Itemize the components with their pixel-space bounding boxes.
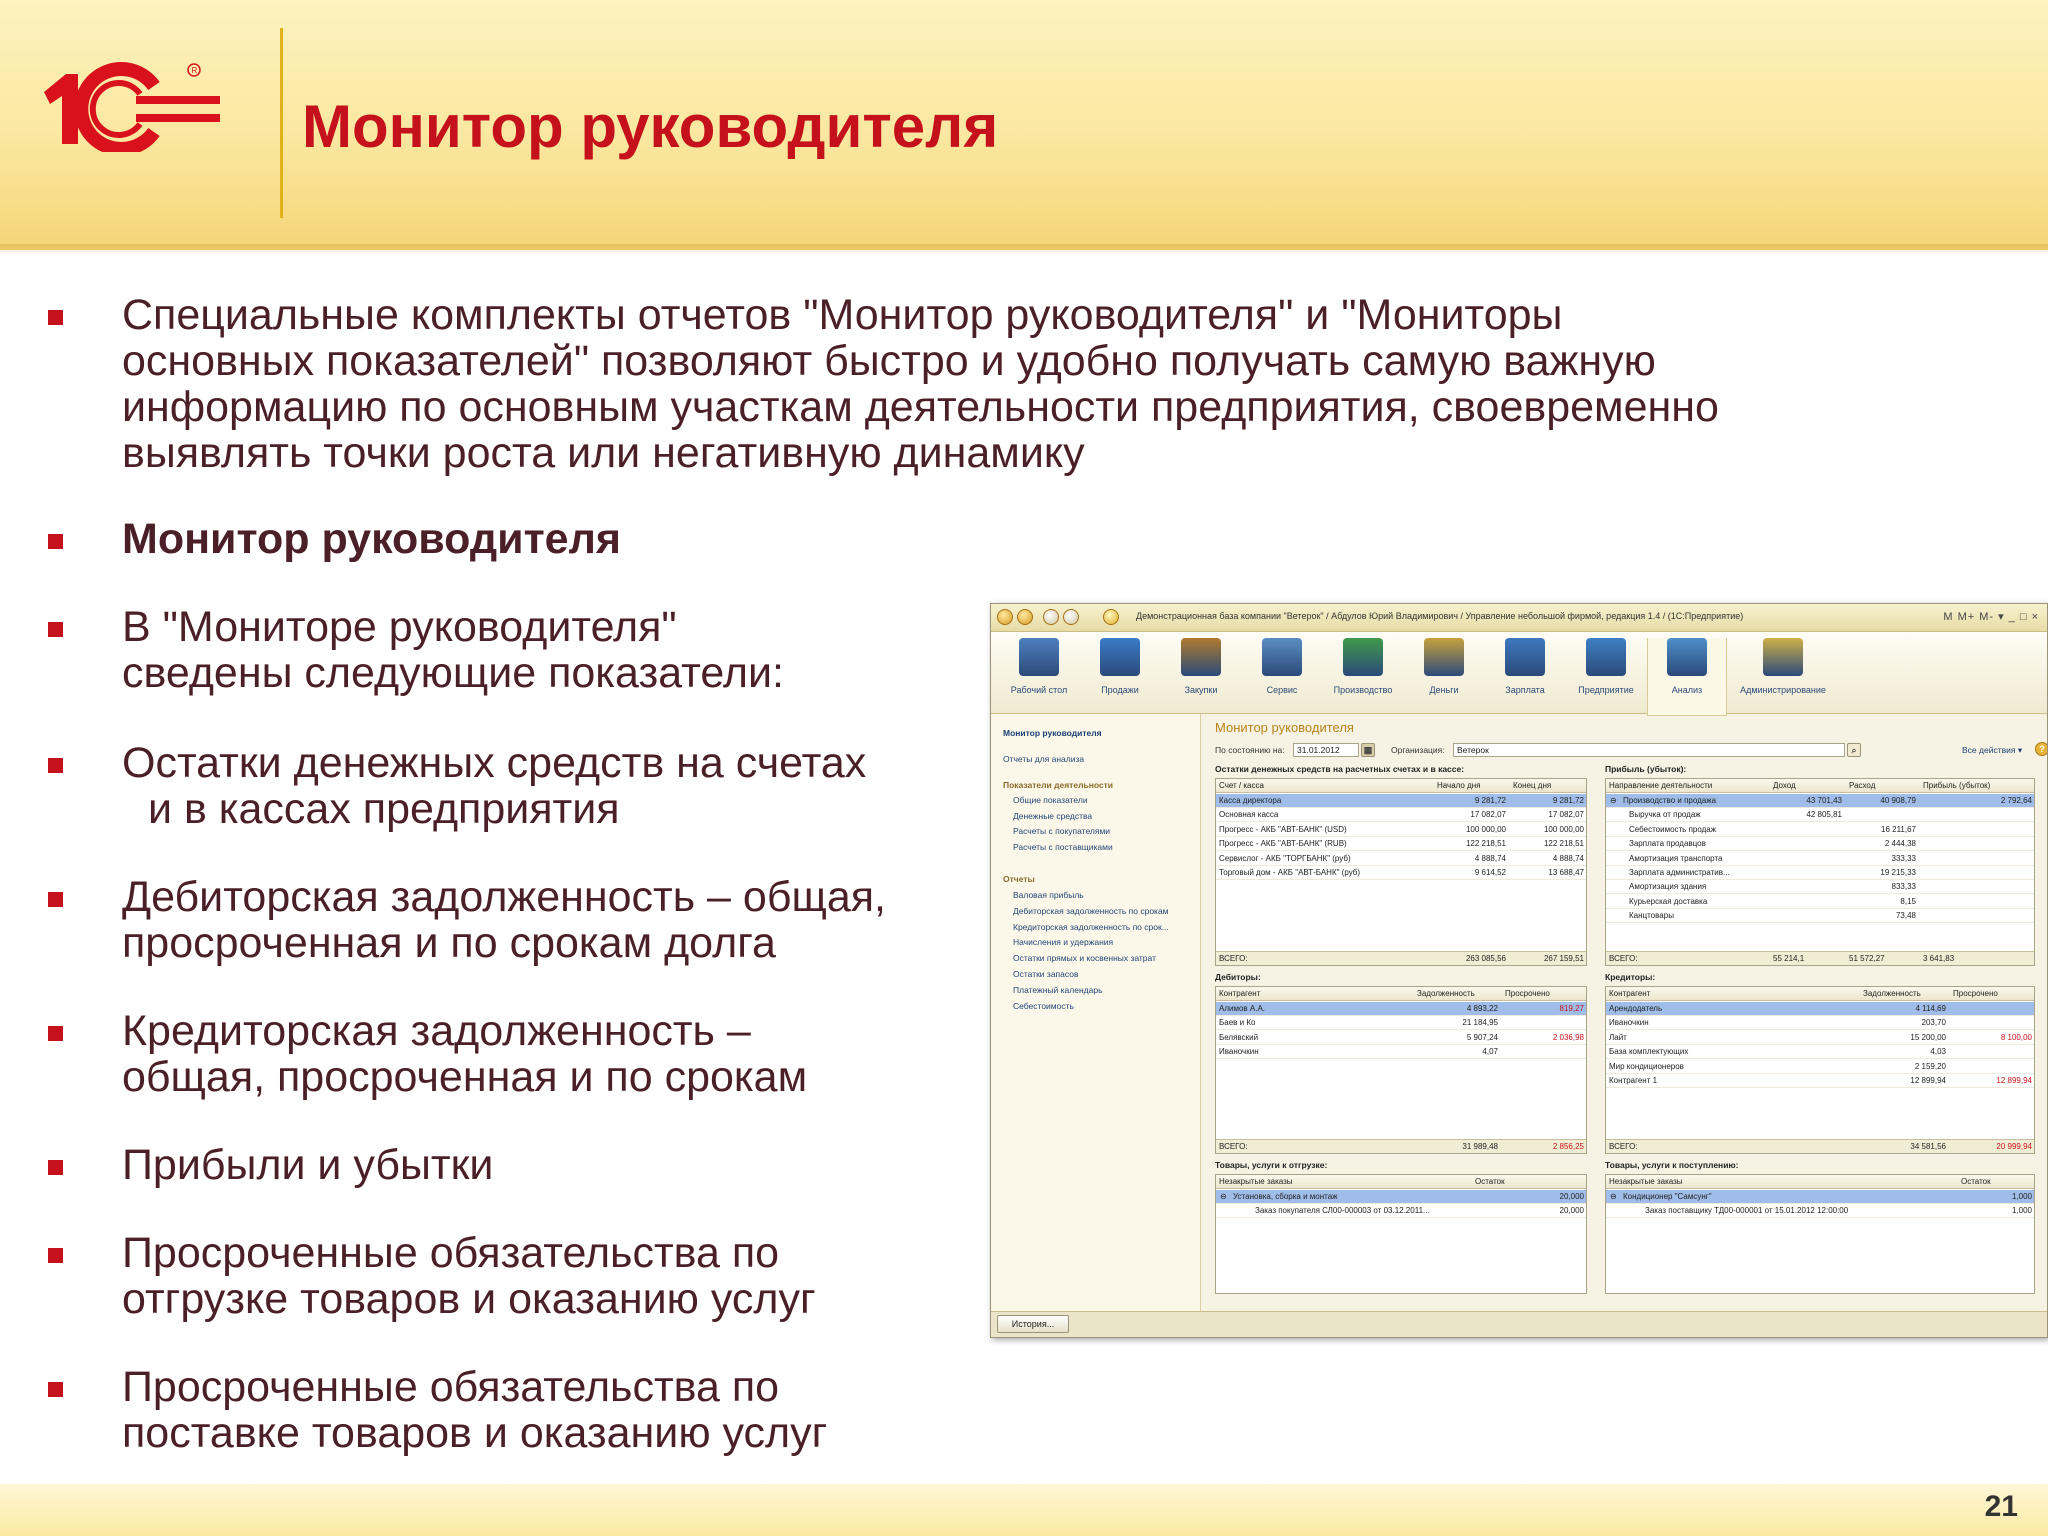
table-cell: Амортизация здания [1629,882,1707,892]
table-cell: 16 211,67 [1881,824,1916,834]
total-value: 3 641,83 [1923,954,1955,963]
nav-item-report[interactable]: Валовая прибыль [1013,890,1084,900]
table-row[interactable] [1216,852,1586,866]
table-header [1606,1175,2034,1189]
section-label: Закупки [1184,685,1218,695]
table-cell: 12 899,94 [1996,1076,2032,1085]
section-enterprise[interactable] [1566,638,1646,698]
column-header[interactable]: Контрагент [1609,989,1651,998]
bullet-marker [48,1382,63,1397]
table-cell: 40 908,79 [1880,796,1916,805]
nav-item-current[interactable]: Монитор руководителя [1003,728,1102,738]
table-cell: 8 100,00 [2000,1032,2032,1042]
bullet-text-line: информацию по основным участкам деятельности предприятия, своевременно [122,383,1719,431]
table-cell: 2 159,20 [1914,1061,1946,1071]
column-header[interactable]: Остаток [1961,1177,1991,1186]
column-header[interactable]: Счет / касса [1219,781,1264,790]
table-cell: Контрагент 1 [1609,1076,1658,1085]
total-value: 263 085,56 [1465,954,1506,963]
table-cell: Кондиционер "Самсунг" [1623,1192,1712,1201]
table-header [1216,987,1586,1001]
footer-band [0,1484,2048,1536]
organization-field[interactable]: Ветерок [1453,743,1845,757]
cash-title: Остатки денежных средств на расчетных счетах и в кассе: [1215,764,1465,774]
total-value: 31 989,48 [1462,1142,1498,1151]
section-label: Зарплата [1505,685,1545,695]
column-header[interactable]: Просрочено [1953,989,1998,998]
table-row[interactable] [1216,837,1586,851]
production-icon [1343,638,1383,676]
profit-table [1605,778,2035,966]
status-bar [991,1311,2047,1337]
nav-item-report[interactable]: Платежный календарь [1013,984,1103,995]
table-cell: 9 281,72 [1552,796,1584,805]
section-production[interactable] [1323,638,1403,698]
table-cell: 42 805,81 [1806,810,1842,820]
receive-title: Товары, услуги к поступлению: [1605,1160,1739,1170]
table-row[interactable] [1606,1204,2034,1218]
page-number: 21 [1984,1490,2018,1523]
table-cell: Себестоимость продаж [1629,824,1717,834]
back-icon[interactable] [1043,609,1059,625]
table-cell: Касса директора [1219,796,1282,805]
table-cell: Мир кондиционеров [1609,1061,1684,1071]
bullet-text-line: Дебиторская задолженность – общая, [122,873,886,921]
table-header [1216,779,1586,793]
table-cell: 9 614,52 [1474,868,1506,877]
table-cell: Иваночкин [1609,1018,1649,1028]
table-cell: 21 184,95 [1462,1018,1498,1028]
bullet-marker [48,892,63,907]
table-row[interactable] [1606,1016,2034,1030]
table-cell: Заказ покупателя СЛ00-000003 от 03.12.2011... [1255,1206,1430,1216]
section-label: Деньги [1429,685,1459,695]
date-field[interactable]: 31.01.2012 [1293,743,1359,757]
column-header[interactable]: Конец дня [1513,781,1552,790]
table-row[interactable] [1606,1045,2034,1059]
table-row[interactable] [1606,1060,2034,1074]
table-row[interactable] [1216,794,1586,808]
navigation-panel [991,714,1201,1314]
table-cell: 9 281,72 [1474,796,1506,805]
bullet-text-line: Остатки денежных средств на счетах [122,739,867,787]
section-purchases[interactable] [1161,638,1241,698]
table-cell: 4 888,74 [1474,853,1506,863]
svg-text:R: R [191,66,198,75]
bullet-text-line: Прибыли и убытки [122,1141,494,1189]
history-button[interactable]: История... [997,1315,1069,1333]
table-header [1216,1175,1586,1189]
total-value: 2 856,25 [1552,1142,1584,1151]
org-label: Организация: [1391,745,1445,755]
table-cell: Канцтовары [1629,911,1674,921]
table-cell: Иваночкин [1219,1047,1259,1057]
column-header[interactable]: Доход [1773,781,1796,790]
bullet-marker [48,310,63,325]
table-cell: Курьерская доставка [1629,896,1708,906]
debtors-title: Дебиторы: [1215,972,1261,982]
section-salary[interactable] [1485,638,1565,698]
table-row[interactable] [1606,909,2034,923]
table-row[interactable] [1216,1045,1586,1059]
column-header[interactable]: Расход [1849,781,1876,790]
bullet-text-line: Просроченные обязательства по [122,1363,780,1411]
section-label: Сервис [1266,685,1298,695]
table-cell: 13 688,47 [1548,868,1584,877]
table-row[interactable] [1606,1002,2034,1016]
table-cell: Амортизация транспорта [1629,853,1723,863]
table-cell: 2 036,98 [1552,1032,1584,1042]
tree-collapse-icon[interactable]: ⊖ [1610,1192,1617,1201]
table-row[interactable] [1606,1031,2034,1045]
table-cell: Установка, сборка и монтаж [1233,1192,1338,1201]
table-cell: Зарплата продавцов [1629,839,1706,849]
table-total-row [1216,951,1586,965]
table-row[interactable] [1216,823,1586,837]
table-row[interactable] [1216,1002,1586,1016]
column-header[interactable]: Задолженность [1417,989,1475,998]
all-actions-menu[interactable]: Все действия ▾ [1962,745,2023,755]
bullet-marker [48,534,63,549]
table-cell: Арендодатель [1609,1004,1663,1013]
table-cell: 15 200,00 [1910,1032,1946,1042]
table-cell: Выручка от продаж [1629,810,1701,820]
total-value: 51 572,27 [1849,954,1885,963]
nav-item-indicator[interactable]: Общие показатели [1013,795,1088,805]
money-icon [1424,638,1464,676]
table-cell: Торговый дом - АКБ "АВТ-БАНК" (руб) [1219,868,1361,877]
column-header[interactable]: Направление деятельности [1609,781,1713,790]
bullet-text-line: и в кассах предприятия [148,785,620,833]
table-cell: Заказ поставщику ТД00-000001 от 15.01.2012 12:00:00 [1645,1206,1849,1216]
table-cell: 73,48 [1895,911,1916,921]
table-cell: 2 444,38 [1884,839,1916,849]
window-controls[interactable]: M M+ M- ▾ _ □ × [1943,611,2039,623]
table-cell: 833,33 [1891,882,1916,892]
section-label: Анализ [1671,685,1703,695]
administration-icon [1763,638,1803,676]
table-cell: 819,27 [1559,1004,1584,1013]
table-cell: 1,000 [2011,1192,2032,1201]
column-header[interactable]: Контрагент [1219,989,1261,998]
app-window-title: Демонстрационная база компании "Ветерок" / Абдулов Юрий Владимирович / Управление небольшой фирмой, редакция 1.4 / (1С:Предприятие) [1136,611,1744,621]
bullet-marker [48,758,63,773]
table-row[interactable] [1216,1016,1586,1030]
service-icon [1262,638,1302,676]
table-row[interactable] [1216,866,1586,880]
total-value: 267 159,51 [1543,954,1584,963]
debtors-table [1215,986,1587,1154]
tree-collapse-icon[interactable]: ⊖ [1220,1192,1227,1201]
table-header [1606,987,2034,1001]
nav-item-indicator[interactable]: Расчеты с покупателями [1013,826,1111,836]
nav-item-report[interactable]: Начисления и удержания [1013,937,1114,948]
total-label: ВСЕГО: [1219,1142,1248,1151]
table-header [1606,779,2034,793]
section-label: Производство [1333,685,1393,695]
bullet-text-line: Специальные комплекты отчетов "Монитор руководителя" и "Мониторы [122,291,1563,339]
total-label: ВСЕГО: [1609,954,1638,963]
total-label: ВСЕГО: [1219,954,1248,963]
ship-table [1215,1174,1587,1294]
section-desktop[interactable] [999,638,1079,698]
profit-title: Прибыль (убыток): [1605,764,1687,774]
bullet-marker [48,622,63,637]
table-cell: 100 000,00 [1543,824,1584,834]
calendar-icon[interactable]: ▦ [1361,743,1375,757]
table-cell: 12 899,94 [1910,1076,1946,1085]
desktop-icon [1019,638,1059,676]
nav-item-report[interactable]: Дебиторская задолженность по срокам [1013,905,1169,916]
nav-group-indicators: Показатели деятельности [1003,780,1114,790]
enterprise-icon [1586,638,1626,676]
total-label: ВСЕГО: [1609,1142,1638,1151]
section-label: Рабочий стол [1010,685,1068,695]
column-header[interactable]: Незакрытые заказы [1609,1177,1683,1186]
table-cell: Сервислог - АКБ "ТОРГБАНК" (руб) [1219,853,1351,863]
nav-item-report[interactable]: Остатки запасов [1013,969,1079,979]
nav-item-report[interactable]: Себестоимость [1013,1000,1074,1011]
table-cell: Прогресс - АКБ "АВТ-БАНК" (RUB) [1219,839,1347,849]
table-cell: 2 792,64 [2000,796,2032,805]
salary-icon [1505,638,1545,676]
table-total-row [1606,1139,2034,1153]
table-cell: Белявский [1219,1032,1259,1042]
analysis-icon [1667,638,1707,676]
table-cell: 43 701,43 [1806,796,1842,805]
creditors-title: Кредиторы: [1605,972,1656,982]
bullet-text-line: отгрузке товаров и оказанию услуг [122,1275,816,1323]
bullet-marker [48,1248,63,1263]
table-cell: 122 218,51 [1543,839,1584,849]
table-row[interactable] [1606,1074,2034,1088]
slide-title: Монитор руководителя [302,93,999,160]
section-analysis[interactable] [1647,638,1727,716]
cash-table [1215,778,1587,966]
table-cell: Производство и продажа [1623,796,1717,805]
nav-item-indicator[interactable]: Денежные средства [1013,810,1093,821]
section-administration[interactable] [1728,638,1838,698]
table-row[interactable] [1216,1031,1586,1045]
table-row[interactable] [1606,1190,2034,1204]
table-cell: 122 218,51 [1465,839,1506,849]
bullet-text-line: поставке товаров и оказанию услуг [122,1409,828,1457]
table-cell: Основная касса [1219,810,1279,820]
table-total-row [1606,951,2034,965]
table-row[interactable] [1606,895,2034,909]
bullet-text-line: В "Мониторе руководителя" [122,603,677,651]
app-titlebar [991,604,2047,632]
nav-item-reports-for-analysis[interactable]: Отчеты для анализа [1003,754,1085,764]
section-money[interactable] [1404,638,1484,698]
app-window [990,603,2048,1338]
nav-item-indicator[interactable]: Расчеты с поставщиками [1013,841,1113,852]
table-cell: Алимов А.А. [1219,1004,1266,1013]
table-cell: 1,000 [2011,1206,2032,1216]
date-label: По состоянию на: [1215,745,1285,755]
table-cell: База комплектующих [1609,1047,1689,1057]
bullet-text-line: просроченная и по срокам долга [122,919,776,967]
table-cell: Лайт [1609,1032,1627,1042]
section-panel [991,632,2047,714]
table-row[interactable] [1606,794,2034,808]
table-row[interactable] [1606,808,2034,822]
table-cell: 4 893,22 [1466,1004,1498,1013]
table-cell: 4,03 [1930,1047,1946,1057]
table-row[interactable] [1216,808,1586,822]
bullet-text-line: выявлять точки роста или негативную динамику [122,429,1085,477]
table-row[interactable] [1606,866,2034,880]
bullet-marker [48,1026,63,1041]
purchases-icon [1181,638,1221,676]
table-cell: 17 082,07 [1548,810,1584,820]
bullet-text-line: Просроченные обязательства по [122,1229,780,1277]
monitor-form [1207,714,2043,1314]
column-header[interactable]: Остаток [1475,1177,1505,1186]
column-header[interactable]: Начало дня [1437,781,1481,790]
sales-icon [1100,638,1140,676]
total-value: 20 999,94 [1996,1142,2032,1151]
table-cell: 4,07 [1482,1047,1498,1057]
table-cell: 20,000 [1559,1206,1584,1216]
column-header[interactable]: Просрочено [1505,989,1550,998]
table-cell: 19 215,33 [1880,868,1916,877]
table-cell: 4 114,69 [1915,1004,1946,1013]
table-row[interactable] [1606,837,2034,851]
bullet-text-line: общая, просроченная и по срокам [122,1053,808,1101]
section-label: Продажи [1101,685,1139,695]
app-menu-arrow-icon[interactable] [1017,609,1033,625]
table-cell: Баев и Ко [1219,1018,1256,1028]
section-label: Предприятие [1578,685,1634,695]
table-total-row [1216,1139,1586,1153]
bullet-text-line: сведены следующие показатели: [122,649,784,697]
table-cell: 5 907,24 [1466,1032,1498,1042]
help-icon[interactable]: ? [2035,742,2048,756]
table-cell: 17 082,07 [1470,810,1506,820]
column-header[interactable]: Задолженность [1863,989,1921,998]
table-row[interactable] [1606,852,2034,866]
table-cell: 100 000,00 [1465,824,1506,834]
nav-group-reports: Отчеты [1003,874,1035,884]
forward-icon[interactable] [1063,609,1079,625]
form-title: Монитор руководителя [1215,720,1354,735]
bullet-text-line: Монитор руководителя [122,515,621,563]
section-sales[interactable] [1080,638,1160,698]
app-menu-icon[interactable] [997,609,1013,625]
table-row[interactable] [1606,823,2034,837]
table-cell: 333,33 [1891,853,1916,863]
table-row[interactable] [1216,1204,1586,1218]
table-cell: 20,000 [1559,1192,1584,1201]
table-cell: 4 888,74 [1552,853,1584,863]
bullet-text-line: Кредиторская задолженность – [122,1007,751,1055]
column-header[interactable]: Прибыль (убыток) [1923,781,1991,790]
ship-title: Товары, услуги к отгрузке: [1215,1160,1328,1170]
column-header[interactable]: Незакрытые заказы [1219,1177,1293,1186]
tree-collapse-icon[interactable]: ⊖ [1610,796,1617,805]
nav-item-report[interactable]: Кредиторская задолженность по срок... [1013,921,1169,932]
total-value: 34 581,56 [1910,1142,1946,1151]
table-cell: Прогресс - АКБ "АВТ-БАНК" (USD) [1219,824,1347,834]
table-row[interactable] [1216,1190,1586,1204]
section-service[interactable] [1242,638,1322,698]
total-value: 55 214,1 [1773,954,1805,963]
section-label: Администрирование [1740,685,1826,695]
table-cell: Зарплата административ... [1629,868,1730,877]
table-cell: 203,70 [1921,1018,1946,1028]
search-icon[interactable]: ⌕ [1847,743,1861,757]
nav-item-report[interactable]: Остатки прямых и косвенных затрат [1013,953,1156,964]
bullet-marker [48,1160,63,1175]
favorites-star-icon[interactable] [1103,609,1119,625]
receive-table [1605,1174,2035,1294]
table-cell: 8,15 [1900,896,1916,906]
creditors-table [1605,986,2035,1154]
table-row[interactable] [1606,880,2034,894]
bullet-text-line: основных показателей" позволяют быстро и удобно получать самую важную [122,337,1656,385]
